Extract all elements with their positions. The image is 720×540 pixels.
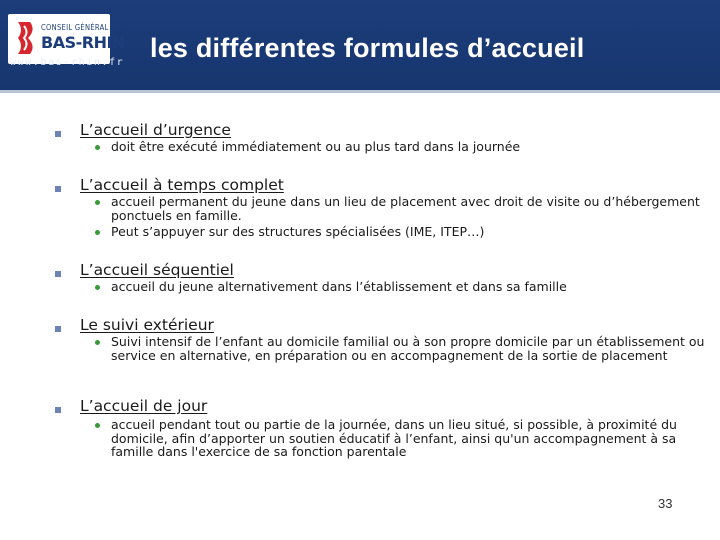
bullet-dot-icon (95, 340, 100, 345)
website-url[interactable]: www.bas-rhin.fr (10, 57, 125, 68)
logo-name: BAS-RHIN (41, 33, 125, 52)
list-item: Peut s’appuyer sur des structures spécialisées (IME, ITEP…) (95, 225, 715, 239)
bullet-dot-icon (95, 285, 100, 290)
section-bullet-icon (55, 271, 61, 277)
logo-emblem-icon (14, 20, 38, 56)
list-item: doit être exécuté immédiatement ou au plus tard dans la journée (95, 140, 715, 154)
slide-header (0, 0, 720, 90)
section-title: L’accueil séquentiel (80, 261, 234, 279)
section-bullet-icon (55, 131, 61, 137)
section-bullet-icon (55, 326, 61, 332)
section-title: Le suivi extérieur (80, 316, 214, 334)
header-divider (0, 90, 720, 93)
bullet-dot-icon (95, 230, 100, 235)
section-title: L’accueil de jour (80, 397, 208, 415)
list-item: accueil du jeune alternativement dans l’établissement et dans sa famille (95, 280, 715, 294)
section-bullet-icon (55, 186, 61, 192)
list-item: accueil pendant tout ou partie de la journée, dans un lieu situé, si possible, à proximité du domicile, afin d’apporter un soutien éducatif à l’enfant, ainsi qu'un accompagnement à sa famille dans l'exercice de sa fonction parentale (95, 418, 715, 459)
bullet-dot-icon (95, 423, 100, 428)
bullet-dot-icon (95, 200, 100, 205)
slide-title: les différentes formules d’accueil (150, 33, 585, 63)
logo-subtitle: CONSEIL GÉNÉRAL (41, 23, 109, 32)
list-item: Suivi intensif de l’enfant au domicile familial ou à son propre domicile par un établissement ou service en alternative, en préparation ou en accompagnement de la sortie de placement (95, 335, 715, 362)
list-item: accueil permanent du jeune dans un lieu de placement avec droit de visite ou d’hébergement ponctuels en famille. (95, 195, 715, 222)
page-number: 33 (658, 496, 673, 511)
section-title: L’accueil à temps complet (80, 176, 284, 194)
section-bullet-icon (55, 407, 61, 413)
section-title: L’accueil d’urgence (80, 121, 231, 139)
bullet-dot-icon (95, 145, 100, 150)
